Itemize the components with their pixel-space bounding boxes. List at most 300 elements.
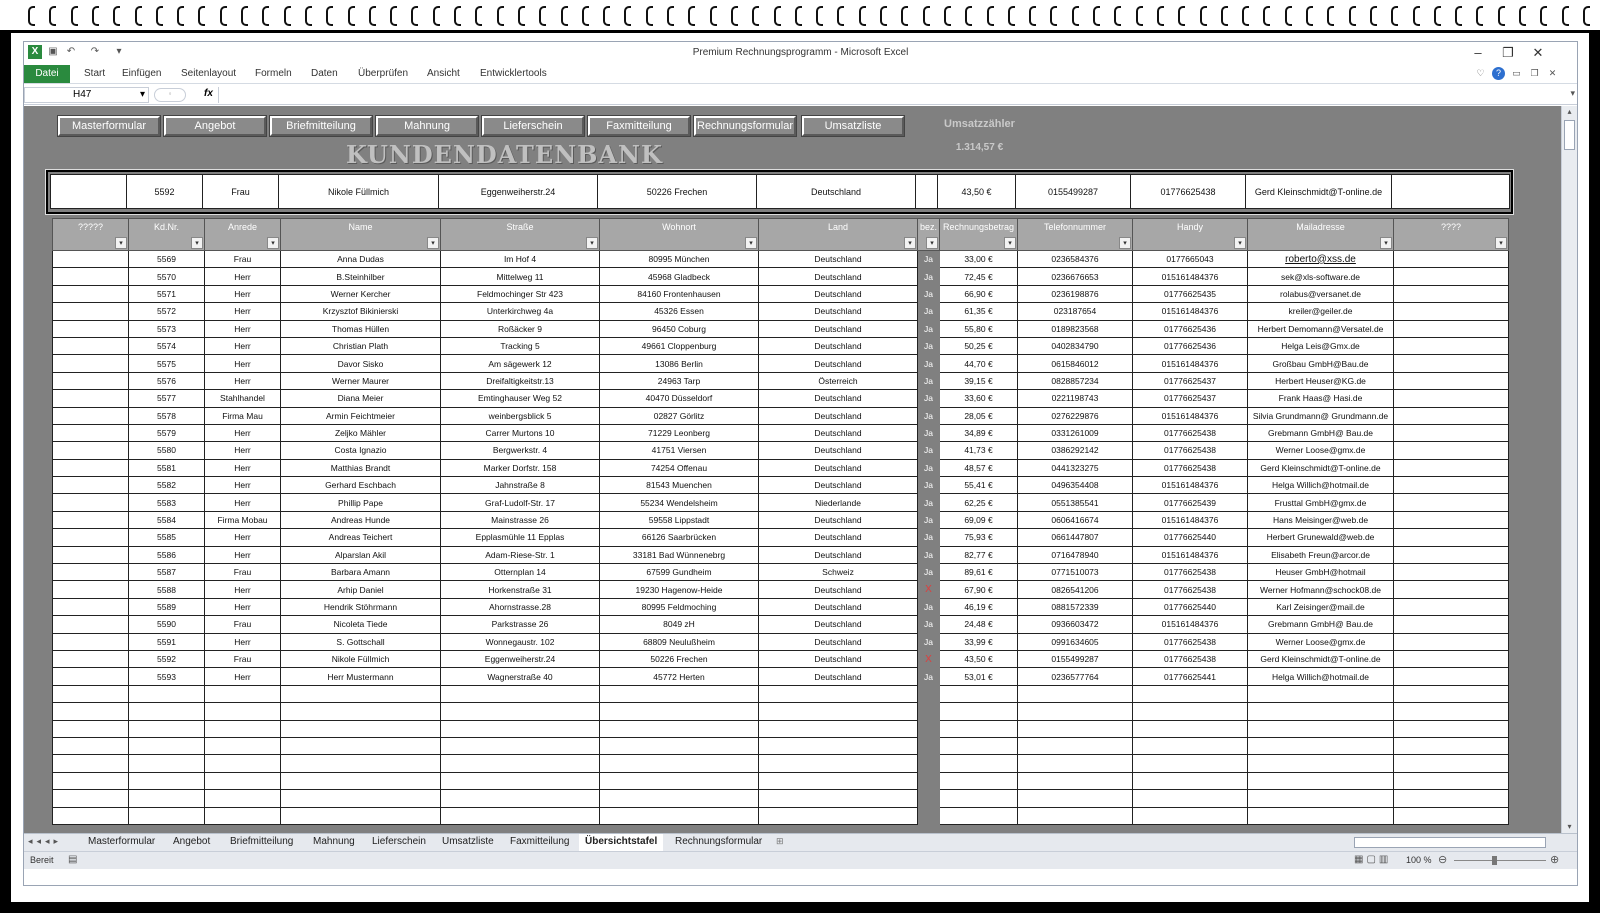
table-cell[interactable] [940, 790, 1018, 807]
table-cell[interactable]: Jahnstraße 8 [441, 477, 600, 494]
table-cell[interactable]: Helga Leis@Gmx.de [1248, 337, 1394, 354]
table-cell[interactable] [1248, 755, 1394, 772]
table-cell[interactable]: Costa Ignazio [281, 442, 441, 459]
table-cell[interactable]: Bergwerkstr. 4 [441, 442, 600, 459]
ribbon-tab[interactable]: Überprüfen [358, 68, 409, 79]
table-cell[interactable]: 0826541206 [1018, 581, 1133, 598]
table-cell[interactable]: 33,60 € [940, 390, 1018, 407]
table-cell[interactable]: Niederlande [759, 494, 918, 511]
formula-input[interactable] [218, 87, 1563, 103]
sheet-tab-active[interactable]: Übersichtstafel [579, 834, 663, 851]
table-cell[interactable]: Herr [205, 442, 281, 459]
table-cell[interactable]: Deutschland [759, 268, 918, 285]
table-cell[interactable]: 0221198743 [1018, 390, 1133, 407]
table-cell[interactable]: S. Gottschall [281, 633, 441, 650]
filter-dropdown-icon[interactable]: ▾ [586, 237, 598, 249]
table-cell[interactable] [129, 720, 205, 737]
table-cell[interactable]: Heuser GmbH@hotmail [1248, 564, 1394, 581]
table-cell[interactable]: 01776625435 [1133, 285, 1248, 302]
table-cell[interactable] [918, 737, 940, 754]
table-cell[interactable]: 80995 Feldmoching [600, 598, 759, 615]
table-cell[interactable] [940, 807, 1018, 824]
table-cell[interactable]: Graf-Ludolf-Str. 17 [441, 494, 600, 511]
table-cell[interactable] [281, 703, 441, 720]
table-cell[interactable]: 02827 Görlitz [600, 407, 759, 424]
table-cell[interactable]: 50,25 € [940, 337, 1018, 354]
table-cell[interactable] [1018, 685, 1133, 702]
nav-button-lieferschein[interactable]: Lieferschein [482, 116, 584, 136]
table-cell[interactable]: 34,89 € [940, 424, 1018, 441]
table-cell[interactable]: 61,35 € [940, 303, 1018, 320]
table-cell[interactable]: Davor Sisko [281, 355, 441, 372]
table-cell[interactable] [129, 807, 205, 824]
table-cell[interactable]: 5577 [129, 390, 205, 407]
email-link[interactable]: roberto@xss.de [1285, 253, 1356, 265]
table-cell[interactable] [918, 807, 940, 824]
table-cell[interactable]: 0496354408 [1018, 477, 1133, 494]
table-cell[interactable] [281, 807, 441, 824]
table-cell[interactable]: Deutschland [759, 616, 918, 633]
table-cell[interactable] [1394, 772, 1509, 789]
table-cell[interactable] [1018, 720, 1133, 737]
table-cell[interactable] [281, 755, 441, 772]
table-cell[interactable] [1394, 633, 1509, 650]
table-cell[interactable]: 01776625437 [1133, 372, 1248, 389]
table-cell[interactable] [205, 703, 281, 720]
table-cell[interactable]: rolabus@versanet.de [1248, 285, 1394, 302]
table-cell[interactable]: 015161484376 [1133, 355, 1248, 372]
table-cell[interactable]: Alparslan Akil [281, 546, 441, 563]
table-cell[interactable] [759, 685, 918, 702]
vertical-scrollbar[interactable] [1561, 106, 1577, 833]
table-cell[interactable]: Helga Willich@hotmail.de [1248, 477, 1394, 494]
table-cell[interactable]: 0236198876 [1018, 285, 1133, 302]
table-cell[interactable] [1394, 616, 1509, 633]
table-cell[interactable] [205, 685, 281, 702]
table-cell[interactable]: 0661447807 [1018, 529, 1133, 546]
table-cell[interactable] [281, 790, 441, 807]
table-cell[interactable]: Herr [205, 529, 281, 546]
table-cell[interactable]: 80995 München [600, 251, 759, 268]
paid-status-cell[interactable]: Ja [918, 633, 940, 650]
table-cell[interactable]: 59558 Lippstadt [600, 511, 759, 528]
table-cell[interactable]: 015161484376 [1133, 268, 1248, 285]
table-cell[interactable]: 19230 Hagenow-Heide [600, 581, 759, 598]
table-cell[interactable]: Gerhard Eschbach [281, 477, 441, 494]
table-cell[interactable]: 0936603472 [1018, 616, 1133, 633]
table-cell[interactable]: Werner Loose@gmx.de [1248, 442, 1394, 459]
table-cell[interactable]: Herr [205, 372, 281, 389]
table-cell[interactable]: Grebmann GmbH@ Bau.de [1248, 616, 1394, 633]
table-cell[interactable]: Herr [205, 459, 281, 476]
table-cell[interactable] [53, 337, 129, 354]
table-cell[interactable] [441, 720, 600, 737]
table-cell[interactable] [918, 790, 940, 807]
table-cell[interactable] [1133, 790, 1248, 807]
help-icon[interactable]: ? [1492, 67, 1505, 80]
table-cell[interactable]: 41,73 € [940, 442, 1018, 459]
table-cell[interactable] [1394, 268, 1509, 285]
table-cell[interactable] [281, 737, 441, 754]
table-cell[interactable] [53, 807, 129, 824]
table-cell[interactable]: Deutschland [759, 424, 918, 441]
table-cell[interactable]: Andreas Hunde [281, 511, 441, 528]
table-cell[interactable] [1394, 355, 1509, 372]
table-cell[interactable] [1394, 790, 1509, 807]
table-cell[interactable]: 74254 Offenau [600, 459, 759, 476]
customize-toolbar-icon[interactable]: ▾ [116, 46, 122, 57]
table-cell[interactable] [205, 790, 281, 807]
sheet-tab[interactable]: Masterformular [88, 836, 156, 847]
sheet-tab[interactable]: Mahnung [313, 836, 355, 847]
table-cell[interactable]: Anna Dudas [281, 251, 441, 268]
table-cell[interactable] [759, 720, 918, 737]
table-cell[interactable] [1394, 285, 1509, 302]
table-cell[interactable]: Herr [205, 303, 281, 320]
table-cell[interactable]: 01776625438 [1133, 424, 1248, 441]
table-cell[interactable]: 5593 [129, 668, 205, 685]
table-cell[interactable] [1018, 807, 1133, 824]
table-cell[interactable] [441, 755, 600, 772]
table-cell[interactable]: 01776625438 [1133, 581, 1248, 598]
table-cell[interactable]: Herr [205, 598, 281, 615]
table-cell[interactable] [940, 720, 1018, 737]
table-cell[interactable]: Österreich [759, 372, 918, 389]
sheet-tab[interactable]: Faxmitteilung [510, 836, 570, 847]
table-cell[interactable]: 01776625438 [1133, 650, 1248, 667]
table-cell[interactable]: Herr [205, 546, 281, 563]
table-cell[interactable]: 62,25 € [940, 494, 1018, 511]
table-cell[interactable]: 67599 Gundheim [600, 564, 759, 581]
table-cell[interactable] [53, 407, 129, 424]
table-cell[interactable]: 01776625440 [1133, 529, 1248, 546]
table-cell[interactable] [1394, 755, 1509, 772]
table-cell[interactable]: Otternplan 14 [441, 564, 600, 581]
selected-customer-cell[interactable]: 50226 Frechen [598, 175, 757, 209]
table-cell[interactable] [53, 790, 129, 807]
ribbon-tab[interactable]: Entwicklertools [480, 68, 547, 79]
table-cell[interactable]: 0236577764 [1018, 668, 1133, 685]
table-cell[interactable] [1394, 424, 1509, 441]
table-cell[interactable]: Herr [205, 668, 281, 685]
table-cell[interactable]: 01776625438 [1133, 633, 1248, 650]
table-cell[interactable] [1248, 772, 1394, 789]
horizontal-scrollbar[interactable] [1354, 837, 1546, 848]
table-cell[interactable]: Mittelweg 11 [441, 268, 600, 285]
table-cell[interactable] [441, 790, 600, 807]
table-cell[interactable]: 69,09 € [940, 511, 1018, 528]
table-cell[interactable] [53, 355, 129, 372]
paid-status-cell[interactable]: Ja [918, 407, 940, 424]
table-cell[interactable]: Deutschland [759, 598, 918, 615]
table-cell[interactable] [1394, 407, 1509, 424]
table-cell[interactable] [53, 737, 129, 754]
table-cell[interactable]: Deutschland [759, 303, 918, 320]
table-cell[interactable]: Krzysztof Bikinierski [281, 303, 441, 320]
table-cell[interactable]: 5581 [129, 459, 205, 476]
table-cell[interactable] [53, 303, 129, 320]
table-cell[interactable]: Hendrik Stöhrmann [281, 598, 441, 615]
table-cell[interactable]: Deutschland [759, 251, 918, 268]
selected-customer-cell[interactable]: 5592 [127, 175, 203, 209]
table-cell[interactable] [1248, 720, 1394, 737]
table-cell[interactable] [1394, 650, 1509, 667]
nav-button-briefmitteilung[interactable]: Briefmitteilung [270, 116, 372, 136]
table-cell[interactable]: 5569 [129, 251, 205, 268]
table-cell[interactable]: Herr [205, 424, 281, 441]
paid-status-cell[interactable]: Ja [918, 529, 940, 546]
table-cell[interactable]: 55234 Wendelsheim [600, 494, 759, 511]
sheet-tab[interactable]: Angebot [173, 836, 211, 847]
table-cell[interactable] [1248, 737, 1394, 754]
table-cell[interactable] [53, 285, 129, 302]
table-cell[interactable]: Phillip Pape [281, 494, 441, 511]
table-cell[interactable] [53, 616, 129, 633]
table-cell[interactable] [1133, 807, 1248, 824]
table-cell[interactable]: Deutschland [759, 546, 918, 563]
table-cell[interactable]: Im Hof 4 [441, 251, 600, 268]
table-cell[interactable]: Nikole Füllmich [281, 650, 441, 667]
scroll-thumb[interactable] [1564, 120, 1575, 150]
table-cell[interactable] [205, 807, 281, 824]
table-cell[interactable]: Herr [205, 285, 281, 302]
table-cell[interactable] [1394, 581, 1509, 598]
table-cell[interactable]: 015161484376 [1133, 546, 1248, 563]
table-cell[interactable]: weinbergsblick 5 [441, 407, 600, 424]
table-cell[interactable] [1394, 494, 1509, 511]
table-cell[interactable] [1018, 790, 1133, 807]
table-cell[interactable]: 5586 [129, 546, 205, 563]
nav-button-rechnungsformular[interactable]: Rechnungsformular [694, 116, 796, 136]
table-cell[interactable]: 96450 Coburg [600, 320, 759, 337]
table-cell[interactable] [281, 772, 441, 789]
table-cell[interactable]: Gerd Kleinschmidt@T-online.de [1248, 459, 1394, 476]
undo-icon[interactable]: ↶ [66, 46, 76, 57]
table-cell[interactable] [1018, 755, 1133, 772]
table-cell[interactable]: Frau [205, 616, 281, 633]
table-cell[interactable] [53, 268, 129, 285]
sheet-nav-arrows-icon[interactable]: ◂◂◂▸ [28, 836, 63, 846]
paid-status-cell[interactable]: Ja [918, 337, 940, 354]
table-cell[interactable]: sek@xls-software.de [1248, 268, 1394, 285]
selected-customer-cell[interactable] [51, 175, 127, 209]
table-cell[interactable]: 5580 [129, 442, 205, 459]
table-cell[interactable]: 33,00 € [940, 251, 1018, 268]
table-cell[interactable]: 0771510073 [1018, 564, 1133, 581]
table-cell[interactable] [53, 650, 129, 667]
table-cell[interactable] [940, 737, 1018, 754]
filter-dropdown-icon[interactable]: ▾ [1380, 237, 1392, 249]
table-cell[interactable] [53, 668, 129, 685]
table-cell[interactable]: 5576 [129, 372, 205, 389]
table-cell[interactable] [53, 755, 129, 772]
table-cell[interactable] [1133, 720, 1248, 737]
table-cell[interactable] [1394, 477, 1509, 494]
table-cell[interactable] [441, 772, 600, 789]
table-cell[interactable] [53, 581, 129, 598]
table-cell[interactable]: 015161484376 [1133, 616, 1248, 633]
sheet-tab[interactable]: Rechnungsformular [675, 836, 763, 847]
filter-dropdown-icon[interactable]: ▾ [745, 237, 757, 249]
table-cell[interactable]: 45772 Herten [600, 668, 759, 685]
table-cell[interactable]: 01776625437 [1133, 390, 1248, 407]
ribbon-tab[interactable]: Einfügen [122, 68, 162, 79]
filter-dropdown-icon[interactable]: ▾ [191, 237, 203, 249]
table-cell[interactable]: 72,45 € [940, 268, 1018, 285]
table-cell[interactable]: Deutschland [759, 407, 918, 424]
selected-customer-cell[interactable]: 43,50 € [938, 175, 1016, 209]
table-cell[interactable]: Frusttal GmbH@gmx.de [1248, 494, 1394, 511]
table-cell[interactable]: 5574 [129, 337, 205, 354]
table-cell[interactable] [940, 755, 1018, 772]
table-cell[interactable]: 01776625438 [1133, 564, 1248, 581]
table-cell[interactable]: Deutschland [759, 529, 918, 546]
filter-dropdown-icon[interactable]: ▾ [1004, 237, 1016, 249]
table-cell[interactable]: 01776625440 [1133, 598, 1248, 615]
table-cell[interactable] [1248, 685, 1394, 702]
table-cell[interactable]: Roßäcker 9 [441, 320, 600, 337]
table-cell[interactable]: Mainstrasse 26 [441, 511, 600, 528]
table-cell[interactable]: Feldmochinger Str 423 [441, 285, 600, 302]
nav-button-mahnung[interactable]: Mahnung [376, 116, 478, 136]
table-cell[interactable]: kreiler@geiler.de [1248, 303, 1394, 320]
table-cell[interactable]: Elisabeth Freun@arcor.de [1248, 546, 1394, 563]
table-cell[interactable] [1394, 251, 1509, 268]
table-cell[interactable]: 0331261009 [1018, 424, 1133, 441]
table-cell[interactable]: 5572 [129, 303, 205, 320]
paid-status-cell[interactable]: Ja [918, 372, 940, 389]
table-cell[interactable] [281, 720, 441, 737]
table-cell[interactable]: Herr [205, 355, 281, 372]
table-cell[interactable] [441, 685, 600, 702]
table-cell[interactable]: 5570 [129, 268, 205, 285]
selected-customer-cell[interactable]: Gerd Kleinschmidt@T-online.de [1246, 175, 1392, 209]
table-cell[interactable]: Herr [205, 268, 281, 285]
table-cell[interactable] [918, 703, 940, 720]
table-cell[interactable]: Deutschland [759, 668, 918, 685]
table-cell[interactable]: 33,99 € [940, 633, 1018, 650]
table-cell[interactable]: Arhip Daniel [281, 581, 441, 598]
table-cell[interactable] [53, 442, 129, 459]
table-cell[interactable] [53, 703, 129, 720]
filter-dropdown-icon[interactable]: ▾ [267, 237, 279, 249]
table-cell[interactable]: 0828857234 [1018, 372, 1133, 389]
table-cell[interactable]: 023187654 [1018, 303, 1133, 320]
paid-status-cell[interactable]: Ja [918, 598, 940, 615]
table-cell[interactable]: 0402834790 [1018, 337, 1133, 354]
table-cell[interactable] [1133, 737, 1248, 754]
table-cell[interactable]: 5582 [129, 477, 205, 494]
table-cell[interactable]: 0236676653 [1018, 268, 1133, 285]
table-cell[interactable]: Herbert Demomann@Versatel.de [1248, 320, 1394, 337]
table-cell[interactable] [281, 685, 441, 702]
table-cell[interactable]: Adam-Riese-Str. 1 [441, 546, 600, 563]
table-cell[interactable]: 8049 zH [600, 616, 759, 633]
table-cell[interactable]: 49661 Cloppenburg [600, 337, 759, 354]
workbook-restore-icon[interactable]: ❐ [1530, 68, 1539, 78]
table-cell[interactable] [129, 685, 205, 702]
table-cell[interactable]: 015161484376 [1133, 407, 1248, 424]
restore-icon[interactable]: ❐ [1502, 45, 1514, 60]
function-icon[interactable]: fx [204, 88, 213, 99]
table-cell[interactable]: 81543 Muenchen [600, 477, 759, 494]
table-cell[interactable] [1394, 720, 1509, 737]
filter-dropdown-icon[interactable]: ▾ [115, 237, 127, 249]
table-cell[interactable]: Firma Mobau [205, 511, 281, 528]
table-cell[interactable] [1394, 668, 1509, 685]
scroll-up-icon[interactable]: ▴ [1567, 107, 1572, 116]
minimize-ribbon-icon[interactable]: ♡ [1476, 68, 1485, 78]
table-cell[interactable]: 55,41 € [940, 477, 1018, 494]
table-cell[interactable]: Frank Haas@ Hasi.de [1248, 390, 1394, 407]
table-cell[interactable] [940, 703, 1018, 720]
table-cell[interactable]: 01776625438 [1133, 459, 1248, 476]
table-cell[interactable]: 5583 [129, 494, 205, 511]
chevron-down-icon[interactable]: ▾ [139, 89, 145, 100]
filter-dropdown-icon[interactable]: ▾ [427, 237, 439, 249]
table-cell[interactable]: 0716478940 [1018, 546, 1133, 563]
table-cell[interactable] [918, 685, 940, 702]
paid-status-cell[interactable]: Ja [918, 251, 940, 268]
table-cell[interactable]: Horkenstraße 31 [441, 581, 600, 598]
selected-customer-cell[interactable]: 01776625438 [1131, 175, 1246, 209]
table-cell[interactable] [1133, 703, 1248, 720]
table-cell[interactable]: Herr [205, 320, 281, 337]
table-cell[interactable]: Firma Mau [205, 407, 281, 424]
table-cell[interactable]: Herr [205, 477, 281, 494]
table-cell[interactable]: Deutschland [759, 477, 918, 494]
table-cell[interactable]: 5592 [129, 650, 205, 667]
table-cell[interactable]: 0236584376 [1018, 251, 1133, 268]
table-cell[interactable]: 46,19 € [940, 598, 1018, 615]
table-cell[interactable] [53, 424, 129, 441]
table-cell[interactable]: Deutschland [759, 285, 918, 302]
selected-customer-cell[interactable]: Nikole Füllmich [279, 175, 439, 209]
paid-status-cell[interactable]: Ja [918, 285, 940, 302]
table-cell[interactable]: 75,93 € [940, 529, 1018, 546]
table-cell[interactable] [1394, 564, 1509, 581]
table-cell[interactable]: Frau [205, 251, 281, 268]
table-cell[interactable]: Carrer Murtons 10 [441, 424, 600, 441]
table-cell[interactable]: 39,15 € [940, 372, 1018, 389]
table-cell[interactable]: Werner Hofmann@schock08.de [1248, 581, 1394, 598]
zoom-in-icon[interactable]: ⊕ [1550, 854, 1560, 866]
workbook-close-icon[interactable]: ✕ [1548, 68, 1557, 78]
table-cell[interactable]: 0615846012 [1018, 355, 1133, 372]
table-cell[interactable]: 5585 [129, 529, 205, 546]
table-cell[interactable]: 50226 Frechen [600, 650, 759, 667]
table-cell[interactable]: 5588 [129, 581, 205, 598]
table-cell[interactable] [600, 755, 759, 772]
filter-dropdown-icon[interactable]: ▾ [926, 237, 938, 249]
table-cell[interactable] [205, 737, 281, 754]
table-cell[interactable]: 01776625436 [1133, 320, 1248, 337]
table-cell[interactable] [600, 790, 759, 807]
zoom-out-icon[interactable]: ⊖ [1438, 854, 1448, 866]
table-cell[interactable] [53, 546, 129, 563]
table-cell[interactable]: 48,57 € [940, 459, 1018, 476]
table-cell[interactable]: 015161484376 [1133, 477, 1248, 494]
close-icon[interactable]: ✕ [1532, 45, 1544, 60]
table-cell[interactable]: 40470 Düsseldorf [600, 390, 759, 407]
table-cell[interactable]: Deutschland [759, 337, 918, 354]
filter-dropdown-icon[interactable]: ▾ [1495, 237, 1507, 249]
table-cell[interactable] [1248, 703, 1394, 720]
paid-status-cell[interactable]: Ja [918, 355, 940, 372]
table-cell[interactable]: 66126 Saarbrücken [600, 529, 759, 546]
table-cell[interactable]: 0991634605 [1018, 633, 1133, 650]
formula-separator[interactable]: ◦ [154, 88, 186, 102]
